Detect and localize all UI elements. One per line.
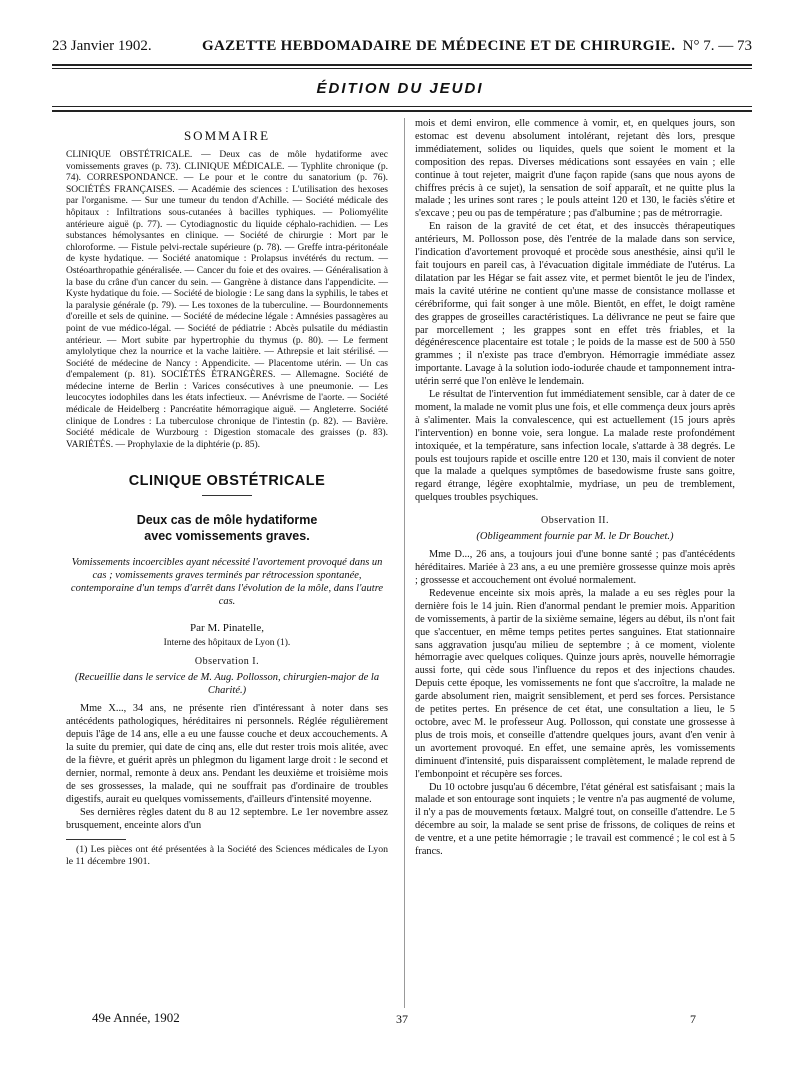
observation-1-paragraph-3: mois et demi environ, elle commence à vomir, et, en quelques jours, son estomac est devenu absolument intolérant, rejetant dès lors, presque immédiatement, solides ou liquides, quels que soient le moment et la composition des repas. Diverses médications sont essayées en vain ; elle continue à tout rejeter, maigrit d'une façon rapide (sans que nous ayons de chiffres précis à ce sujet), la sensation de soif apparaît, et ne quitte plus la malade ; les urines sont rares ; le pouls atteint 120 et 130, le faciès s'étire et s'excave ; peu ou pas de température ; pas d'albumine ; pas de métrorragie. xyxy=(415,118,735,220)
issue-number: N° 7. — 73 xyxy=(682,38,752,54)
observation-2-paragraph-3: Du 10 octobre jusqu'au 6 décembre, l'état général est satisfaisant ; mais la malade et son entourage sont inquiets ; le ventre n'a pas augmenté de volume, il n'y a pas de mouvements fœtaux. Malgré tout, on conseille d'attendre. Le 5 décembre au soir, la malade se sent prise de frissons, de coliques de reins et de ventre, et a une petite hémorragie ; le travail est commencé ; le col est à 5 francs. xyxy=(415,781,735,858)
observation-2-source: (Obligeamment fournie par M. le Dr Bouchet.) xyxy=(476,531,674,543)
sommaire-title: SOMMAIRE xyxy=(183,128,271,143)
observation-2-paragraph-1: Mme D..., 26 ans, a toujours joui d'une bonne santé ; pas d'antécédents héréditaires. Mariée à 23 ans, a eu une première grossesse quinze mois après ; grossesse et accouchement ont évolué normalement. xyxy=(415,549,735,586)
left-column xyxy=(66,118,388,868)
footer-page-number: 7 xyxy=(690,1012,696,1026)
journal-title: GAZETTE HEBDOMADAIRE DE MÉDECINE ET DE CHIRURGIE. xyxy=(202,38,676,54)
edition-title: ÉDITION DU JEUDI xyxy=(316,80,484,97)
footer-year: 49e Année, 1902 xyxy=(92,1010,180,1025)
article-title xyxy=(66,512,388,544)
author: Par M. Pinatelle, xyxy=(190,622,264,635)
edition-rule-thick xyxy=(52,110,752,112)
observation-2-heading: Observation II. xyxy=(540,515,610,527)
observation-1-paragraph-1: Mme X..., 34 ans, ne présente rien d'intéressant à noter dans ses antécédents pathologiques, héréditaires ni personnels. Réglée régulièrement depuis l'âge de 14 ans, elle a eu une fausse couche et deux accouchements. A la suite du premier, qui date de cinq ans, elle dut rester trois mois alitée, avec de la fièvre, et guérit après un phlegmon du ligament large droit : le second et dernier, normal, remonte à deux ans. Pendant les deuxième et troisième mois de ses grossesses, la malade, qui ne souffrait pas d'ordinaire de troubles digestifs, aurait eu quelques vomissements, d'ailleurs d'intensité moyenne. xyxy=(66,703,388,805)
section-rule xyxy=(202,495,252,496)
column-separator xyxy=(404,118,405,1008)
observation-1-heading: Observation I. xyxy=(194,656,260,668)
observation-2-paragraph-2: Redevenue enceinte six mois après, la malade a eu ses règles pour la dernière fois le 14 juin. Rien d'anormal pendant le premier mois. Apparition de vomissements, à partir de la sixième semaine, légers au début, ils n'ont fait que s'accentuer, en même temps petites pertes sanguines. Etat stationnaire sans aggravation jusqu'au milieu de septembre ; à ce moment, violente hémorragie avec quelques coliques. Quinze jours après, nouvelle hémorragie aussi forte, qui cède sous l'influence du repos et des injections chaudes. Depuis cette époque, les vomissements ne font que s'accroître, la malade ne garde absolument rien, maigrit sensiblement, et perd ses forces. Persistance de petites pertes. En présence de cet état, une consultation a lieu, le 5 octobre, avec M. le professeur Aug. Pollosson, qui constate une grossesse à plus de trois mois, et conseille d'attendre quelques jours, avant d'en venir à un avortement provoqué. En effet, une semaine après, les vomissements diminuent d'intensité, puis disparaissent complètement, le malade reprend de l'embonpoint et récupère ses forces. xyxy=(415,587,735,780)
article-subtitle: Vomissements incoercibles ayant nécessité l'avortement provoqué dans un cas ; vomissements graves terminés par rétrocession spontanée, contemporaine d'un temps d'arrêt dans l'évolution de la môle, dans l'autre cas. xyxy=(70,557,384,608)
issue-date: 23 Janvier 1902. xyxy=(52,38,152,54)
article-title-line2: avec vomissements graves. xyxy=(144,529,310,544)
right-column xyxy=(415,118,735,859)
footnote: (1) Les pièces ont été présentées à la Société des Sciences médicales de Lyon le 11 décembre 1901. xyxy=(66,843,388,867)
footer-middle: 37 xyxy=(396,1012,408,1026)
header-rule-thick xyxy=(52,64,752,66)
sommaire-text: CLINIQUE OBSTÉTRICALE. — Deux cas de môle hydatiforme avec vomissements graves (p. 73). CLINIQUE MÉDICALE. — Typhlite chronique (p. 74). CORRESPONDANCE. — Le pour et le contre du sanatorium (p. 76). SOCIÉTÉS FRANÇAISES. — Académie des sciences : L'utilisation des hexoses par l'organisme. — Sur une tumeur du tendon d'Achille. — Société médicale des hôpitaux : Infiltrations sous-cutanées à bacilles typhiques. — Poliomyélite antérieure aiguë (p. 77). — Cytodiagnostic du liquide céphalo-rachidien. — Les substances hémolysantes en clinique. — Société de chirurgie : Mort par le chloroforme. — Fistule pelvi-rectale supérieure (p. 78). — Greffe intra-péritonéale de kyste hydatique. — Société anatomique : Prolapsus invétérés du rectum. — Ostéoarthropathie généralisée. — Cancer du foie et des ovaires. — Généralisation à la base du crâne d'un cancer du sein. — Gangrène à distance dans l'appendicite. — Kyste hydatique du foie. — Société de biologie : Le sang dans la syphilis, le tabes et la paralysie générale (p. 79). — Les toxones de la tuberculine. — Bourdonnements d'oreille et sels de quinine. — Société de médecine légale : Amnésies passagères au point de vue médico-légal. — Société de pédiatrie : Abcès pulsatile du médiastin antérieur. — Mort subite par hypertrophie du thymus (p. 80). — Le ferment amylolytique chez la nourrice et la vache laitière. — Athrepsie et lait stérilisé. — Société de médecine de Nancy : Appendicite. — Placentome utérin. — Un cas d'empalement (p. 81). SOCIÉTÉS ÉTRANGÈRES. — Allemagne. Société de médecine interne de Berlin : Varices consécutives à une pneumonie. — Les leucocytes iodophiles dans les états infectieux. — Anévrisme de l'aorte. — Société médicale de Heidelberg : Pancréatite hémorragique aiguë. — Angleterre. Société clinique de Londres : La tuberculose chronique de l'intestin (p. 82). — Bavière. Société médicale de Wurzbourg : Digestion stomacale des graisses (p. 83). VARIÉTÉS. — Prophylaxie de la diphtérie (p. 85). xyxy=(66,150,388,450)
footnote-rule xyxy=(66,839,126,840)
edition-rule-thin xyxy=(52,106,752,107)
header-rule-thin xyxy=(52,68,752,69)
section-title: CLINIQUE OBSTÉTRICALE xyxy=(128,473,326,490)
observation-1-paragraph-5: Le résultat de l'intervention fut immédiatement sensible, car à dater de ce moment, la malade ne vomit plus une fois, et elle commença deux jours après à s'alimenter. Mais la convalescence, qui est actuellement (15 jours après l'intervention) en bonne voie, sera longue. La malade reste profondément intoxiquée, et la température, sans infection locale, s'attarde à 38 degrés. Le pouls est toujours rapide et oscille entre 120 et 130, mais il convient de noter que la malade a quelques symptômes de basedowisme fruste sans goitre, regard étrange, légère exophtalmie, mydriase, un peu de tremblement, quelques troubles psychiques. xyxy=(415,389,735,504)
article-title-line1: Deux cas de môle hydatiforme xyxy=(136,513,318,528)
observation-1-source: (Recueillie dans le service de M. Aug. Pollosson, chirurgien-major de la Charité.) xyxy=(74,672,380,697)
running-header xyxy=(52,38,752,60)
observation-1-paragraph-4: En raison de la gravité de cet état, et des insuccès thérapeutiques antérieurs, M. Pollosson pose, dès l'entrée de la malade dans son service, l'indication d'avortement provoqué et procède sous anesthésie, ainsi qu'il le fait toujours en pareil cas, à l'évacuation digitale immédiate de l'utérus. La dilatation par les Hégar se fait assez vite, et permet bientôt le jeu de l'index, mais la cavité utérine ne contient qu'une masse de consistance mollasse et cérébriforme, qui fait songer à une môle. Bientôt, en effet, le doigt ramène des grappes de groseilles caractéristiques. La délivrance ne peut se faire que par morcellement ; les grappes sont en effet très friables, et la dégénérescence placentaire est totale ; le poids de la masse est de 500 à 550 grammes ; il n'existe pas trace d'embryon. Hémorragie immédiate assez importante. Lavage à la solution iodo-iodurée chaude et tamponnement intra-utérin serré que l'on enlève le lendemain. xyxy=(415,221,735,388)
observation-1-paragraph-2: Ses dernières règles datent du 8 au 12 septembre. Le 1er novembre assez brusquement, enceinte alors d'un xyxy=(66,806,388,831)
author-role: Interne des hôpitaux de Lyon (1). xyxy=(163,638,291,649)
